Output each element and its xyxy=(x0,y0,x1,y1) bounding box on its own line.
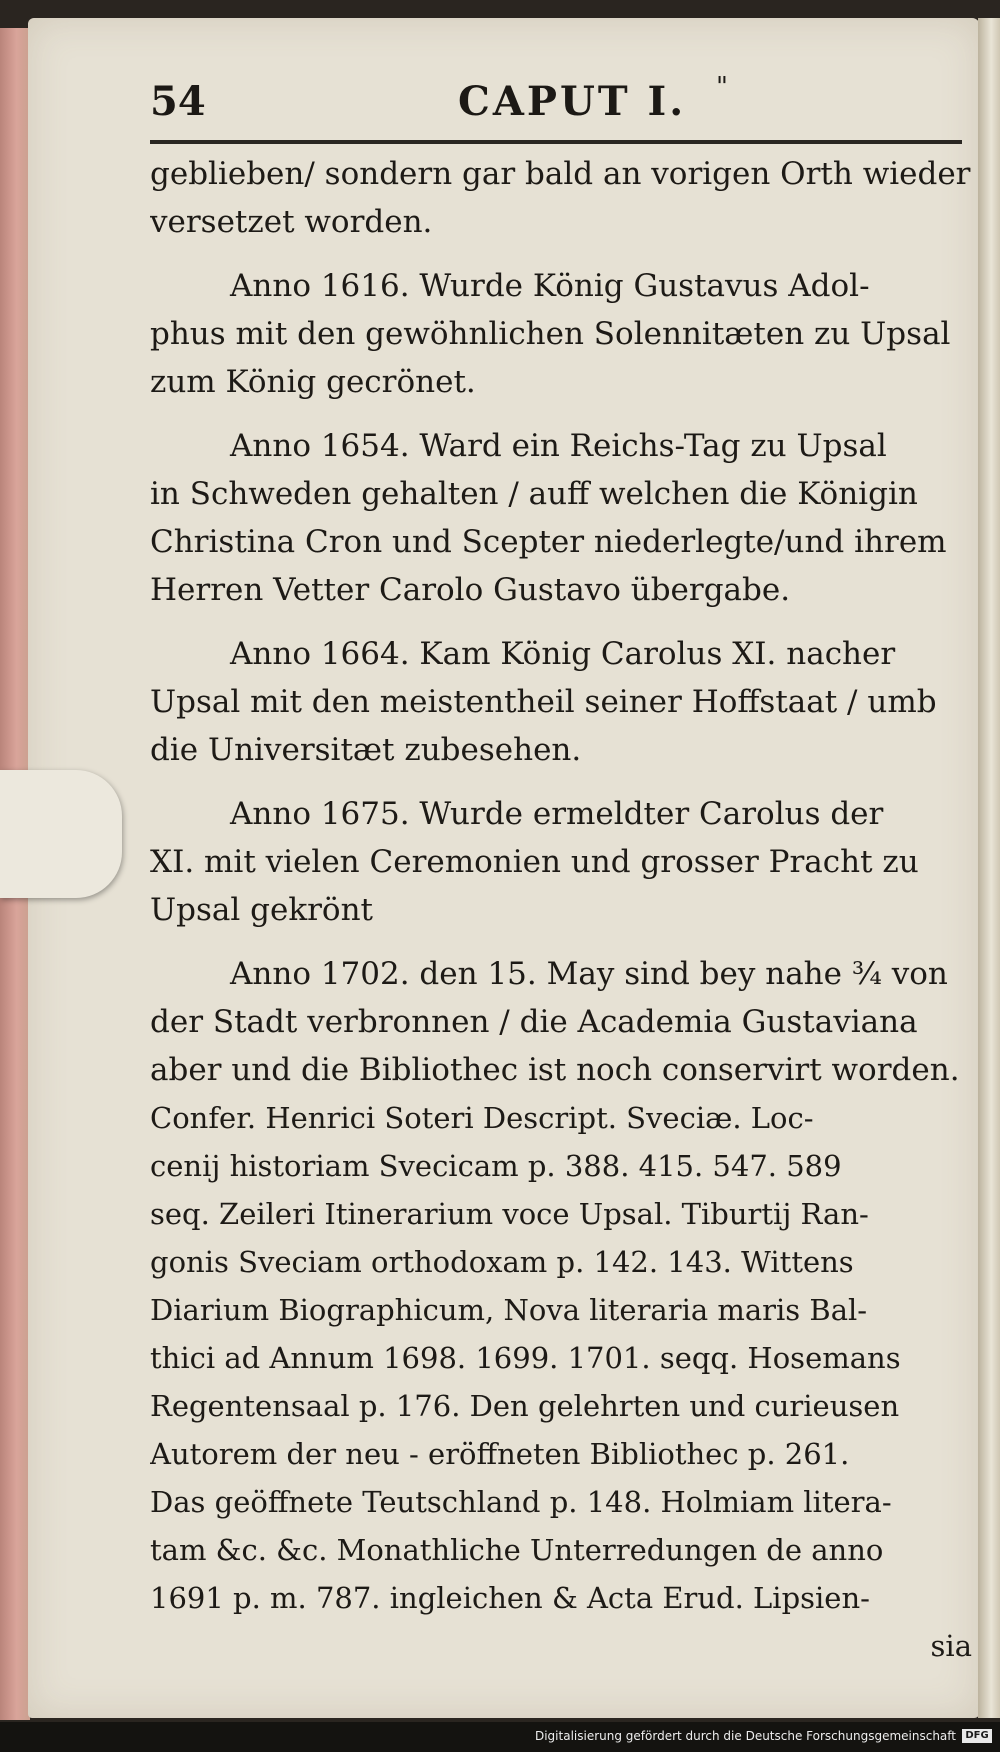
reference-line: gonis Sveciam orthodoxam p. 142. 143. Wittens xyxy=(150,1245,854,1279)
text-line: Upsal mit den meistentheil seiner Hoffstaat / umb xyxy=(150,684,937,720)
reference-line: thici ad Annum 1698. 1699. 1701. seqq. Hosemans xyxy=(150,1341,901,1375)
text-line: der Stadt verbronnen / die Academia Gustaviana xyxy=(150,1004,918,1040)
text-line: Anno 1654. Ward ein Reichs-Tag zu Upsal xyxy=(230,428,887,464)
text-line: Anno 1616. Wurde König Gustavus Adol- xyxy=(230,268,870,304)
reference-line: Diarium Biographicum, Nova literaria maris Bal- xyxy=(150,1293,868,1327)
dfg-logo: DFG xyxy=(962,1729,992,1743)
text-line: versetzet worden. xyxy=(150,204,433,240)
footer-bar xyxy=(0,1722,1000,1752)
page-tab-marker xyxy=(0,770,122,898)
reference-line: Regentensaal p. 176. Den gelehrten und curieusen xyxy=(150,1389,900,1423)
text-line: geblieben/ sondern gar bald an vorigen Orth wieder xyxy=(150,156,971,192)
header-mark: " xyxy=(716,72,728,102)
page-header xyxy=(150,74,970,134)
digitization-credit: Digitalisierung gefördert durch die Deutsche Forschungsgemeinschaft xyxy=(534,1729,956,1743)
reference-line: seq. Zeileri Itinerarium voce Upsal. Tiburtij Ran- xyxy=(150,1197,869,1231)
page-number: 54 xyxy=(150,78,206,125)
reference-line: 1691 p. m. 787. ingleichen & Acta Erud. Lipsien- xyxy=(150,1581,870,1615)
text-line: Anno 1675. Wurde ermeldter Carolus der xyxy=(230,796,884,832)
reference-line: Autorem der neu - eröffneten Bibliothec p. 261. xyxy=(150,1437,850,1471)
text-line: die Universitæt zubesehen. xyxy=(150,732,582,768)
text-line: XI. mit vielen Ceremonien und grosser Pracht zu xyxy=(150,844,919,880)
body-text xyxy=(150,150,972,1670)
text-line: Christina Cron und Scepter niederlegte/und ihrem xyxy=(150,524,947,560)
text-line: Upsal gekrönt xyxy=(150,892,374,928)
text-line: Anno 1702. den 15. May sind bey nahe ¾ von xyxy=(230,956,948,992)
header-rule xyxy=(150,140,962,144)
catchword: sia xyxy=(930,1629,972,1663)
reference-line: tam &c. &c. Monathliche Unterredungen de anno xyxy=(150,1533,884,1567)
text-line: Herren Vetter Carolo Gustavo übergabe. xyxy=(150,572,791,608)
next-page-edge xyxy=(978,18,1000,1718)
text-line: Anno 1664. Kam König Carolus XI. nacher xyxy=(230,636,896,672)
text-line: aber und die Bibliothec ist noch conservirt worden. xyxy=(150,1052,960,1088)
reference-line: Das geöffnete Teutschland p. 148. Holmiam litera- xyxy=(150,1485,892,1519)
text-line: phus mit den gewöhnlichen Solennitæten zu Upsal xyxy=(150,316,951,352)
text-line: zum König gecrönet. xyxy=(150,364,476,400)
reference-line: Confer. Henrici Soteri Descript. Sveciæ. Loc- xyxy=(150,1101,814,1135)
reference-line: cenij historiam Svecicam p. 388. 415. 547. 589 xyxy=(150,1149,842,1183)
text-line: in Schweden gehalten / auff welchen die Königin xyxy=(150,476,918,512)
running-title: CAPUT I. xyxy=(458,78,687,125)
